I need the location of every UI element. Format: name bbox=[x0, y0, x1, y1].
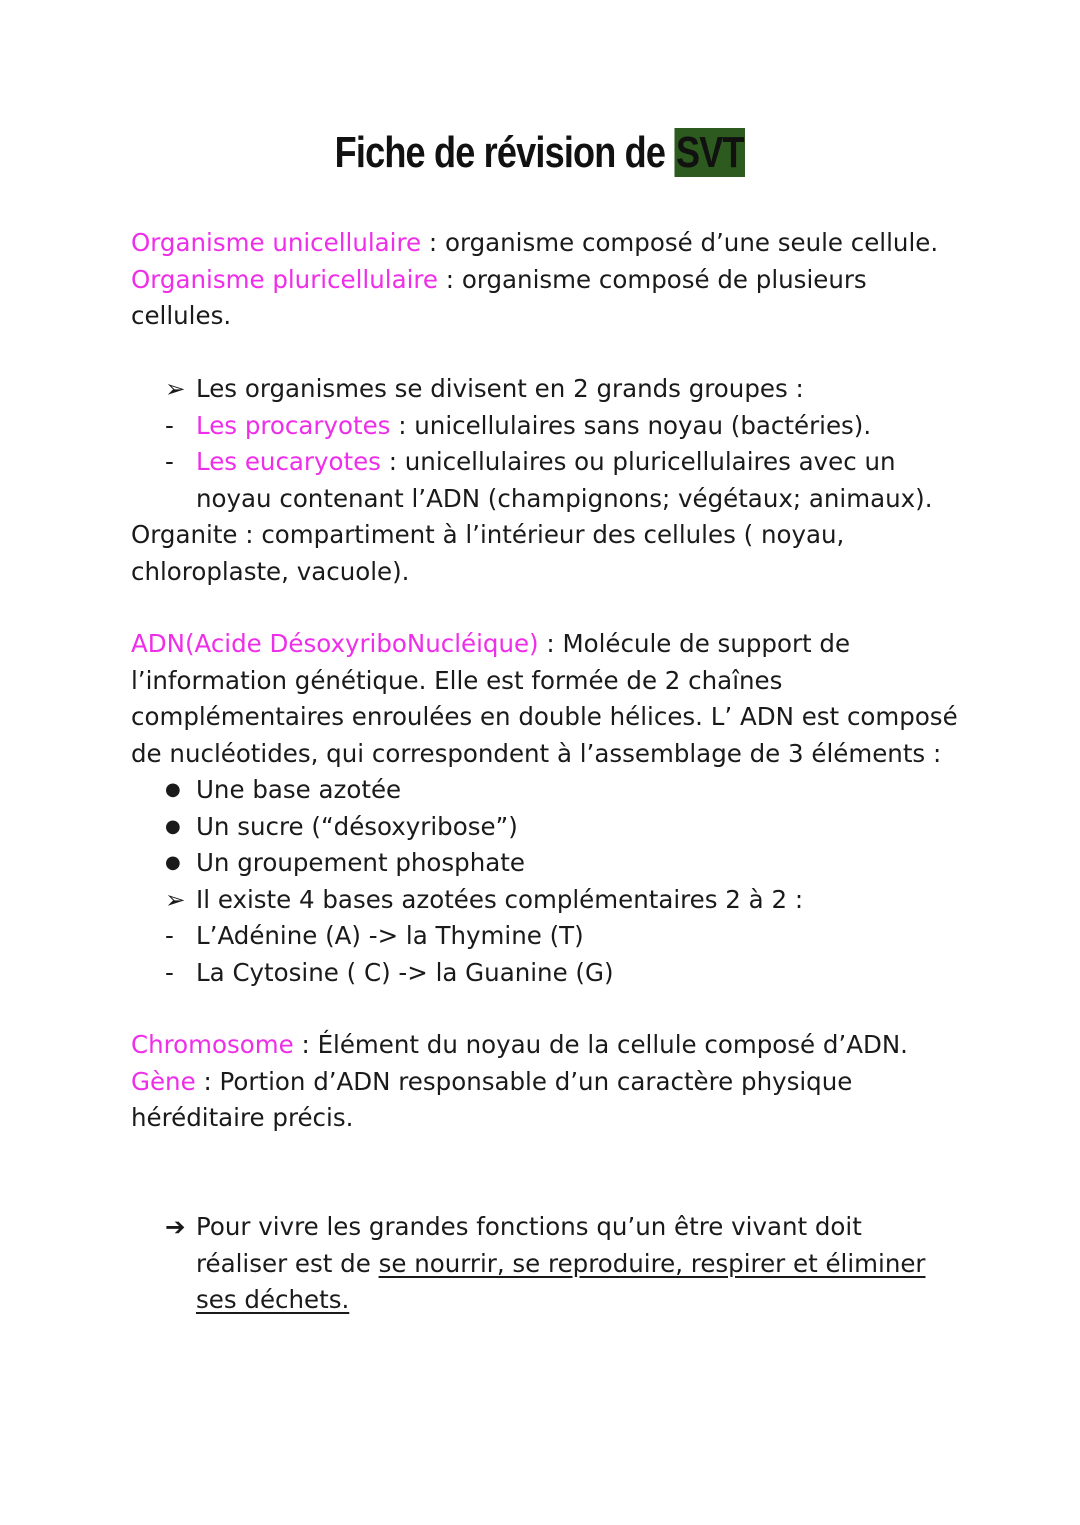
term: Les eucaryotes bbox=[196, 447, 381, 476]
dot-bullet-icon: ● bbox=[165, 779, 181, 800]
list-item-procaryotes: - Les procaryotes : unicellulaires sans noyau (bactéries). bbox=[131, 408, 961, 445]
adn-text-line: l’information génétique. Elle est formée de 2 chaînes bbox=[131, 665, 783, 695]
dash-bullet-icon: - bbox=[165, 447, 174, 476]
dash-bullet-icon: - bbox=[165, 410, 174, 440]
underlined-text: ses déchets. bbox=[196, 1285, 350, 1314]
list-item: - La Cytosine ( C) -> la Guanine (G) bbox=[131, 955, 961, 992]
term: Chromosome bbox=[131, 1030, 294, 1059]
title-text: Fiche de révision de bbox=[334, 128, 675, 177]
definitions-genetique bbox=[131, 1027, 961, 1137]
arrow-bullet-icon: ➢ bbox=[165, 884, 186, 914]
list-item-eucaryotes: - Les eucaryotes : unicellulaires ou pluricellulaires avec un bbox=[131, 444, 961, 481]
arrow-bullet-icon: ➢ bbox=[165, 374, 186, 403]
dot-bullet-icon: ● bbox=[165, 815, 181, 837]
groupes-intro: ➢ Les organismes se divisent en 2 grands groupes : bbox=[131, 371, 961, 408]
definition-unicellulaire: Organisme unicellulaire : organisme composé d’une seule cellule. bbox=[131, 228, 939, 257]
adn-definition: ADN(Acide DésoxyriboNucléique) : Molécule de support de bbox=[131, 629, 851, 658]
definition-organite: Organite : compartiment à l’intérieur des cellules ( noyau, bbox=[131, 520, 845, 549]
definitions-organismes bbox=[131, 225, 961, 335]
adn-text-line: complémentaires enroulées en double hélices. L’ ADN est composé bbox=[131, 702, 958, 731]
dash-bullet-icon: - bbox=[165, 921, 174, 950]
definition-chromosome: Chromosome : Élément du noyau de la cellule composé d’ADN. bbox=[131, 1030, 908, 1059]
list-item: - L’Adénine (A) -> la Thymine (T) bbox=[131, 918, 961, 955]
underlined-text: se nourrir, se reproduire, respirer et éliminer bbox=[378, 1248, 926, 1278]
term: Gène bbox=[131, 1066, 196, 1096]
term: Organisme pluricellulaire bbox=[131, 264, 439, 294]
adn-text-line: de nucléotides, qui correspondent à l’assemblage de 3 éléments : bbox=[131, 738, 942, 768]
arrow-right-icon: ➔ bbox=[165, 1212, 186, 1241]
page-title bbox=[97, 128, 983, 178]
list-item: ● Une base azotée bbox=[131, 772, 961, 809]
conclusion-line: réaliser est de se nourrir, se reproduire, respirer et éliminer bbox=[196, 1248, 926, 1278]
definition-continuation: héréditaire précis. bbox=[131, 1103, 354, 1132]
definition: organisme composé d’une seule cellule. bbox=[444, 228, 939, 257]
adn-section bbox=[131, 626, 961, 991]
definition-gene: Gène : Portion d’ADN responsable d’un caractère physique bbox=[131, 1066, 853, 1096]
conclusion-section bbox=[131, 1209, 961, 1319]
definition-pluricellulaire: Organisme pluricellulaire : organisme composé de plusieurs bbox=[131, 264, 867, 294]
term: Organisme unicellulaire bbox=[131, 228, 422, 257]
title-highlight: SVT bbox=[675, 128, 744, 177]
list-item: ● Un sucre (“désoxyribose”) bbox=[131, 809, 961, 846]
list-item-continuation: noyau contenant l’ADN (champignons; végétaux; animaux). bbox=[196, 483, 933, 513]
dash-bullet-icon: - bbox=[165, 957, 174, 987]
bases-intro: ➢ Il existe 4 bases azotées complémentaires 2 à 2 : bbox=[131, 882, 961, 919]
conclusion-line bbox=[131, 1282, 961, 1319]
groupes-section bbox=[131, 371, 961, 590]
definition-organite-continuation: chloroplaste, vacuole). bbox=[131, 556, 410, 586]
definition-continuation: cellules. bbox=[131, 301, 232, 330]
definition: organisme composé de plusieurs bbox=[461, 264, 867, 294]
term: Les procaryotes bbox=[196, 410, 391, 440]
dot-bullet-icon: ● bbox=[165, 852, 181, 873]
conclusion-line: ➔ Pour vivre les grandes fonctions qu’un être vivant doit bbox=[131, 1209, 961, 1246]
term: ADN(Acide DésoxyriboNucléique) bbox=[131, 629, 539, 658]
list-item: ● Un groupement phosphate bbox=[131, 845, 961, 882]
